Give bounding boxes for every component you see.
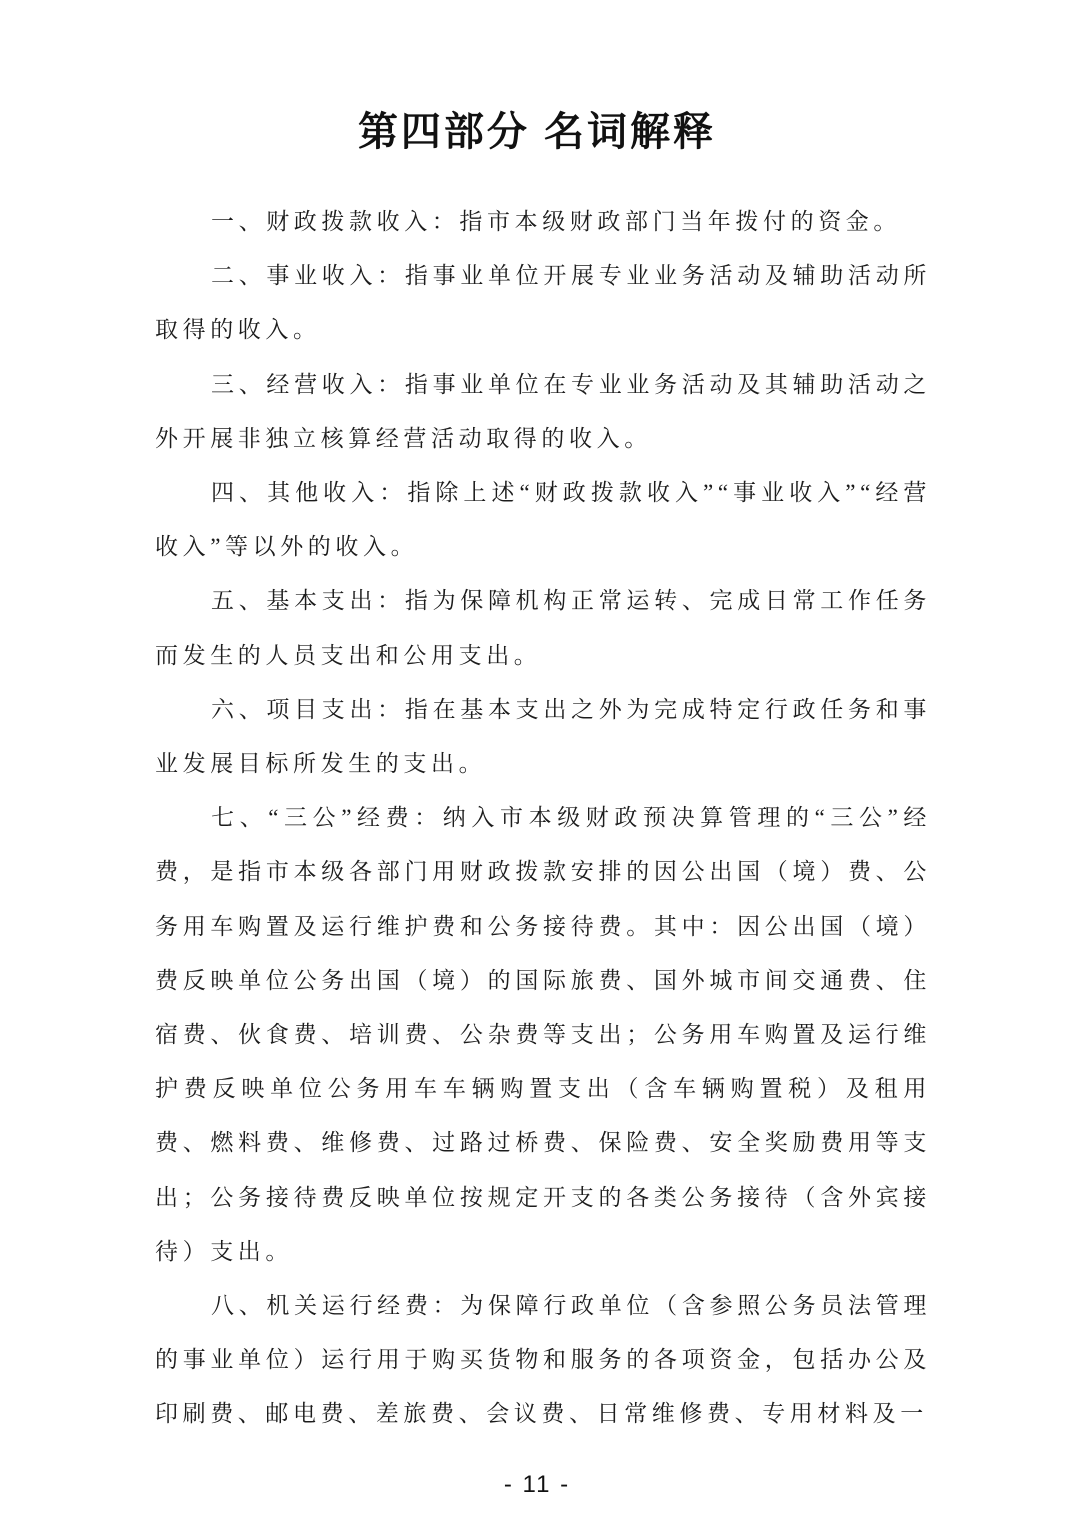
paragraph-term-6: 六、项目支出：指在基本支出之外为完成特定行政任务和事业发展目标所发生的支出。	[155, 696, 931, 777]
paragraph-term-1: 一、财政拨款收入：指市本级财政部门当年拨付的资金。	[211, 209, 901, 234]
page-title: 第四部分 名词解释	[357, 110, 717, 154]
paragraph-term-5: 五、基本支出：指为保障机构正常运转、完成日常工作任务而发生的人员支出和公用支出。	[155, 588, 931, 668]
paragraph-term-4: 四、其他收入：指除上述“财政拨款收入”“事业收入”“经营收入”等以外的收入。	[155, 480, 931, 560]
page-number: - 11 -	[503, 1471, 571, 1498]
paragraph-term-2: 二、事业收入：指事业单位开展专业业务活动及辅助活动所取得的收入。	[155, 263, 931, 343]
paragraph-term-7: 七、“三公”经费：纳入市本级财政预决算管理的“三公”经费，是指市本级各部门用财政拨款安排的因公出国（境）费、公务用车购置及运行维护费和公务接待费。其中：因公出国（境）费反映单位公务出国（境）的国际旅费、国外城市间交通费、住宿费、伙食费、培训费、公杂费等支出；公务用车购置及运行维护费反映单位公务用车车辆购置支出（含车辆购置税）及租用费、燃料费、维修费、过路过桥费、保险费、安全奖励费用等支出；公务接待费反映单位按规定开支的各类公务接待（含外宾接待）支出。	[155, 805, 931, 1264]
paragraph-term-8: 八、机关运行经费：为保障行政单位（含参照公务员法管理的事业单位）运行用于购买货物和服务的各项资金，包括办公及印刷费、邮电费、差旅费、会议费、日常维修费、专用材料及一	[155, 1293, 931, 1427]
paragraph-term-3: 三、经营收入：指事业单位在专业业务活动及其辅助活动之外开展非独立核算经营活动取得的收入。	[155, 371, 931, 451]
document-body	[155, 195, 931, 1442]
